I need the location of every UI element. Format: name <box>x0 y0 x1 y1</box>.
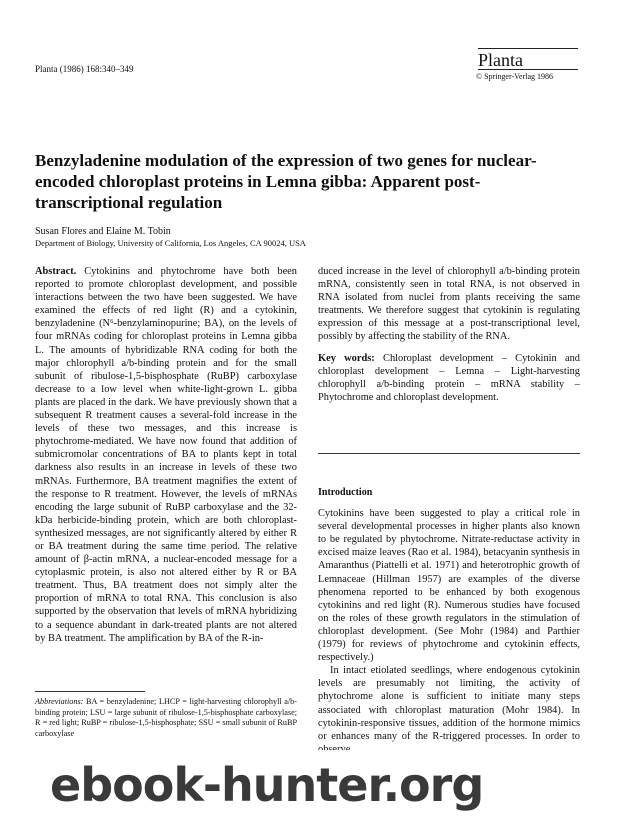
introduction-heading: Introduction <box>318 487 373 498</box>
citation-line: Planta (1986) 168:340–349 <box>35 64 134 74</box>
section-divider <box>318 453 580 454</box>
introduction-section <box>318 486 580 756</box>
footnote-text: BA = benzyladenine; LHCP = light-harvesting chlorophyll a/b-binding protein; LSU = large subunit of ribulose-1,5-bisphosphate carboxylase; R = red light; RuBP = ribulose-1,5-bisphosphate; SSU = small subunit of RuBP carboxylase <box>35 697 297 738</box>
authors: Susan Flores and Elaine M. Tobin <box>35 226 171 237</box>
journal-logo <box>478 48 578 70</box>
affiliation: Department of Biology, University of California, Los Angeles, CA 90024, USA <box>35 238 306 248</box>
keywords-paragraph <box>318 352 580 404</box>
copyright: © Springer-Verlag 1986 <box>476 72 554 81</box>
watermark: ebook-hunter.org <box>50 758 484 812</box>
abstract-text-left: Cytokinins and phytochrome have both been reported to promote chloroplast development, and possible interactions between the two have been suggested. We have examined the effects of red light (R) and a cytokinin, benzyladenine (N⁶-benzylaminopurine; BA), on the levels of four mRNAs coding for chloroplast proteins in Lemna gibba L. The amounts of hybridizable RNA coding for both the major chlorophyll a/b-binding protein and for the small subunit of ribulose-1,5-bisphosphate (RuBP) carboxylase decrease to a low level when white-light-grown L. gibba plants are placed in the dark. We have previously shown that a subsequent R treatment causes a several-fold increase in the levels of these two messages, and this increase is phytochrome-mediated. We have now found that addition of submicromolar concentrations of BA to plants kept in total darkness also results in an increase in levels of these two mRNAs. Furthermore, BA treatment magnifies the extent of the response to R treatment. However, the levels of mRNAs encoding the large subunit of RuBP carboxylase and the 32-kDa herbicide-binding protein, which are both chloroplast-synthesized messages, are not significantly altered by either R or BA treatment during the same time period. The relative amount of β-actin mRNA, a nuclear-encoded message for a cytoplasmic protein, is also not altered either by R or BA treatment. Thus, BA treatment does not simply alter the proportion of mRNA to total RNA. This conclusion is also supported by the observation that levels of mRNA hybridizing to a sequence abundant in dark-treated plants are not altered by BA treatment. The amplification by BA of the R-in- <box>35 266 297 644</box>
introduction-paragraph-1: Cytokinins have been suggested to play a critical role in several developmental processes in higher plants also known to be regulated by phytochrome. Nitrate-reductase activity in excised maize leaves (Rao et al. 1984), betacyanin synthesis in Amaranthus (Piattelli et al. 1971) and heterotrophic growth of Lemnaceae (Hillman 1957) are examples of the diverse phenomena reported to be enhanced by both exogenous cytokinins and red light (R). Numerous studies have focused on the roles of these growth regulators in the stimulation of chloroplast development. (See Mohr (1984) and Parthier (1979) for reviews of phytochrome and cytokinin effects, respectively.) <box>318 508 580 664</box>
keywords-label: Key words: <box>318 352 375 364</box>
article-title: Benzyladenine modulation of the expression of two genes for nuclear-encoded chloroplast proteins in Lemna gibba: Apparent post-transcriptional regulation <box>35 151 537 212</box>
keywords-text: Chloroplast development – Cytokinin and chloroplast development – Lemna – Light-harvesting chlorophyll a/b-binding protein – mRNA stability – Phytochrome and chloroplast development. <box>318 352 580 403</box>
abbreviations-footnote <box>35 697 297 739</box>
abstract-left-column <box>35 265 297 645</box>
journal-name: Planta <box>478 50 523 70</box>
abstract-right-column <box>318 265 580 404</box>
abstract-label: Abstract. <box>35 266 77 277</box>
footnote-rule <box>35 691 145 692</box>
abstract-paragraph <box>35 265 297 645</box>
introduction-paragraph-2: In intact etiolated seedlings, where endogenous cytokinin levels are presumably not limiting, the activity of phytochrome alone is sufficient to initiate many steps associated with chloroplast maturation (Mohr 1984). In cytokinin-responsive tissues, addition of the hormone mimics or enhances many of the R-triggered processes. In order to <box>318 665 580 742</box>
abstract-text-right: duced increase in the level of chlorophyll a/b-binding protein mRNA, consistently seen in total RNA, is not observed in RNA isolated from nuclei from plants receiving the same treatments. We therefore suggest that cytokinin is regulating expression of this message at a post-transcriptional level, possibly by affecting the stability of the RNA. <box>318 266 580 343</box>
footnote-label: Abbreviations: <box>35 697 84 706</box>
